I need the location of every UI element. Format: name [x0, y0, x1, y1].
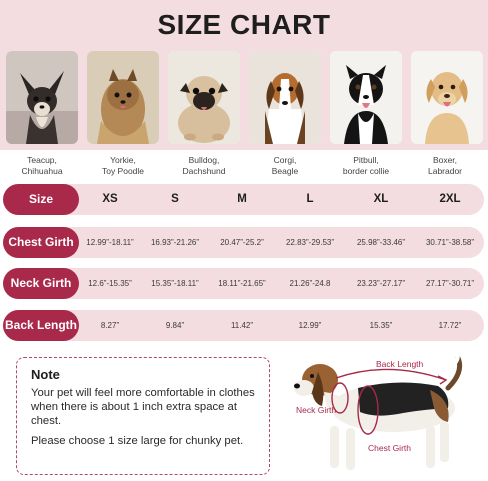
chest-girth-label: Chest Girth [3, 227, 79, 258]
back-length-value: 15.35” [369, 321, 393, 330]
back-length-value: 9.84” [165, 321, 185, 330]
size-value: XL [373, 193, 389, 205]
chest-girth-value: 12.99”-18.11” [86, 238, 134, 247]
page-title: SIZE CHART [157, 9, 331, 40]
breed-caption: Pitbull, border collie [342, 155, 390, 176]
size-value: 2XL [439, 193, 461, 205]
neck-girth-label: Neck Girth [3, 268, 79, 299]
size-label: Size [3, 184, 79, 215]
neck-girth-value: 18.11”-21.65” [218, 279, 266, 288]
neck-girth-value: 23.23”-27.17” [356, 279, 406, 288]
size-value: M [237, 193, 247, 205]
chihuahua-photo [6, 51, 78, 144]
neck-girth-value: 27.17”-30.71” [425, 279, 475, 288]
breed-caption: Bulldog, Dachshund [182, 155, 226, 176]
breed-photo-strip [6, 51, 484, 145]
neck-girth-diagram-label: Neck Girth [296, 405, 337, 415]
note-text: Please choose 1 size large for chunky pet. [31, 435, 244, 447]
breed-captions [0, 155, 488, 179]
pug-photo [168, 51, 240, 144]
size-value: XS [102, 193, 118, 205]
size-value: L [306, 193, 314, 205]
neck-girth-value: 21.26”-24.8 [289, 279, 331, 288]
labrador-photo [411, 51, 483, 144]
chest-girth-value: 30.71”-38.58” [425, 238, 475, 247]
size-row [0, 184, 488, 215]
chest-girth-value: 16.93”-21.26” [150, 238, 200, 247]
chest-girth-row [0, 227, 488, 258]
back-length-row [0, 310, 488, 341]
chest-girth-value: 20.47”-25.2” [220, 238, 264, 247]
breed-caption: Teacup, Chihuahua [21, 155, 63, 176]
back-length-label: Back Length [3, 310, 79, 341]
chest-girth-value: 25.98”-33.46” [356, 238, 406, 247]
yorkie-photo [87, 51, 159, 144]
measurement-diagram [288, 348, 478, 478]
back-length-diagram-label: Back Length [376, 359, 424, 369]
note-title: Note [31, 367, 60, 382]
size-value: S [171, 193, 179, 205]
border-collie-photo [330, 51, 402, 144]
back-length-value: 17.72” [438, 321, 462, 330]
neck-girth-row [0, 268, 488, 299]
note-text: Your pet will feel more comfortable in clothes when there is about 1 inch extra space at chest. [31, 387, 255, 427]
back-length-value: 8.27” [100, 321, 120, 330]
breed-caption: Corgi, Beagle [271, 155, 299, 176]
back-length-value: 11.42” [230, 321, 254, 330]
chest-girth-diagram-label: Chest Girth [368, 443, 411, 453]
neck-girth-value: 15.35”-18.11” [151, 279, 199, 288]
neck-girth-value: 12.6”-15.35” [88, 279, 132, 288]
breed-caption: Yorkie, Toy Poodle [101, 155, 145, 176]
beagle-photo [249, 51, 321, 144]
note-box [16, 357, 270, 475]
chest-girth-value: 22.83”-29.53” [285, 238, 335, 247]
back-length-value: 12.99” [298, 321, 322, 330]
breed-caption: Boxer, Labrador [427, 155, 463, 176]
